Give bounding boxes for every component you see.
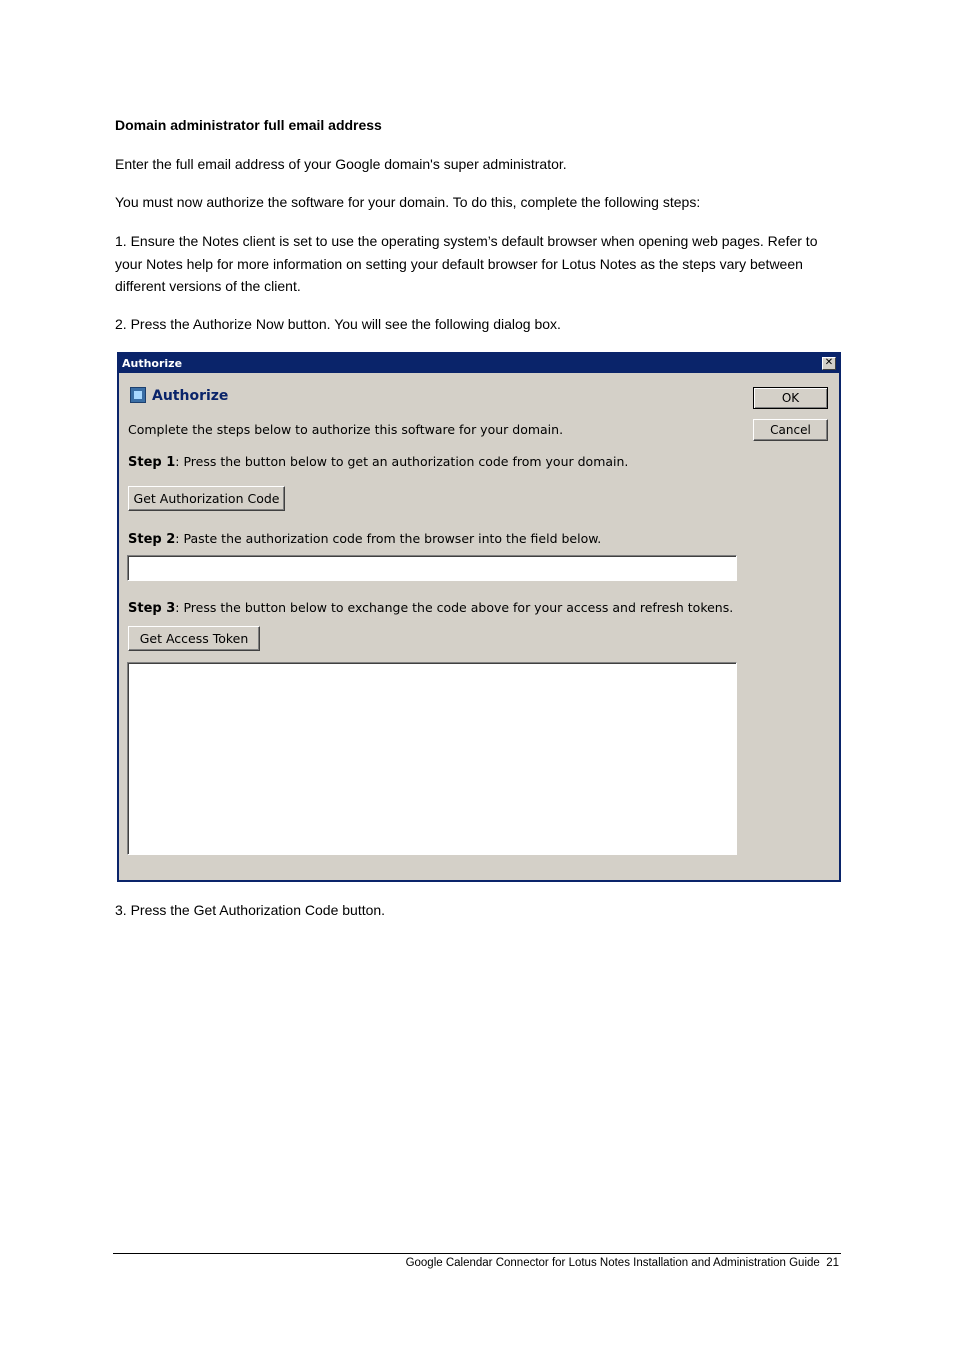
paragraph-step-1: 1. Ensure the Notes client is set to use the operating system’s default browser when opening web pages. Refer to your Notes help for more information on setting your default browser for Lotus Notes as the steps vary between different versions of the client. — [115, 233, 818, 294]
paragraph-enter-email: Enter the full email address of your Google domain's super administrator. — [115, 156, 567, 172]
authorization-code-field[interactable] — [127, 555, 737, 581]
step-1-text: : Press the button below to get an authorization code from your domain. — [175, 454, 629, 469]
close-icon[interactable]: ✕ — [822, 357, 836, 370]
footer-title: Google Calendar Connector for Lotus Notes Installation and Administration Guide — [405, 1257, 820, 1269]
authorize-icon — [130, 387, 146, 403]
step-2-instruction — [128, 531, 601, 547]
page-number: 21 — [826, 1257, 839, 1269]
authorize-dialog — [117, 352, 841, 882]
step-3-instruction — [128, 600, 733, 616]
step-3-text: : Press the button below to exchange the code above for your access and refresh tokens. — [175, 600, 734, 615]
access-token-output[interactable] — [127, 662, 737, 855]
ok-button[interactable]: OK — [753, 387, 828, 409]
cancel-button[interactable]: Cancel — [753, 419, 828, 441]
paragraph-step-3: 3. Press the Get Authorization Code button. — [115, 902, 386, 918]
page-footer — [406, 1255, 839, 1271]
paragraph-authorize-intro: You must now authorize the software for your domain. To do this, complete the following steps: — [115, 194, 701, 210]
get-access-token-button[interactable]: Get Access Token — [128, 626, 260, 651]
step-2-text: : Paste the authorization code from the browser into the field below. — [175, 531, 602, 546]
dialog-header-title: Authorize — [152, 388, 229, 404]
section-heading: Domain administrator full email address — [115, 117, 382, 133]
footer-divider — [113, 1253, 841, 1254]
step-1-instruction — [128, 454, 628, 470]
paragraph-step-2: 2. Press the Authorize Now button. You will see the following dialog box. — [115, 316, 561, 332]
dialog-title: Authorize — [122, 357, 183, 370]
dialog-titlebar — [119, 354, 839, 373]
step-2-label: Step 2 — [128, 532, 176, 547]
dialog-intro: Complete the steps below to authorize this software for your domain. — [128, 422, 564, 437]
get-authorization-code-button[interactable]: Get Authorization Code — [128, 486, 285, 511]
step-1-label: Step 1 — [128, 455, 176, 470]
step-3-label: Step 3 — [128, 601, 176, 616]
